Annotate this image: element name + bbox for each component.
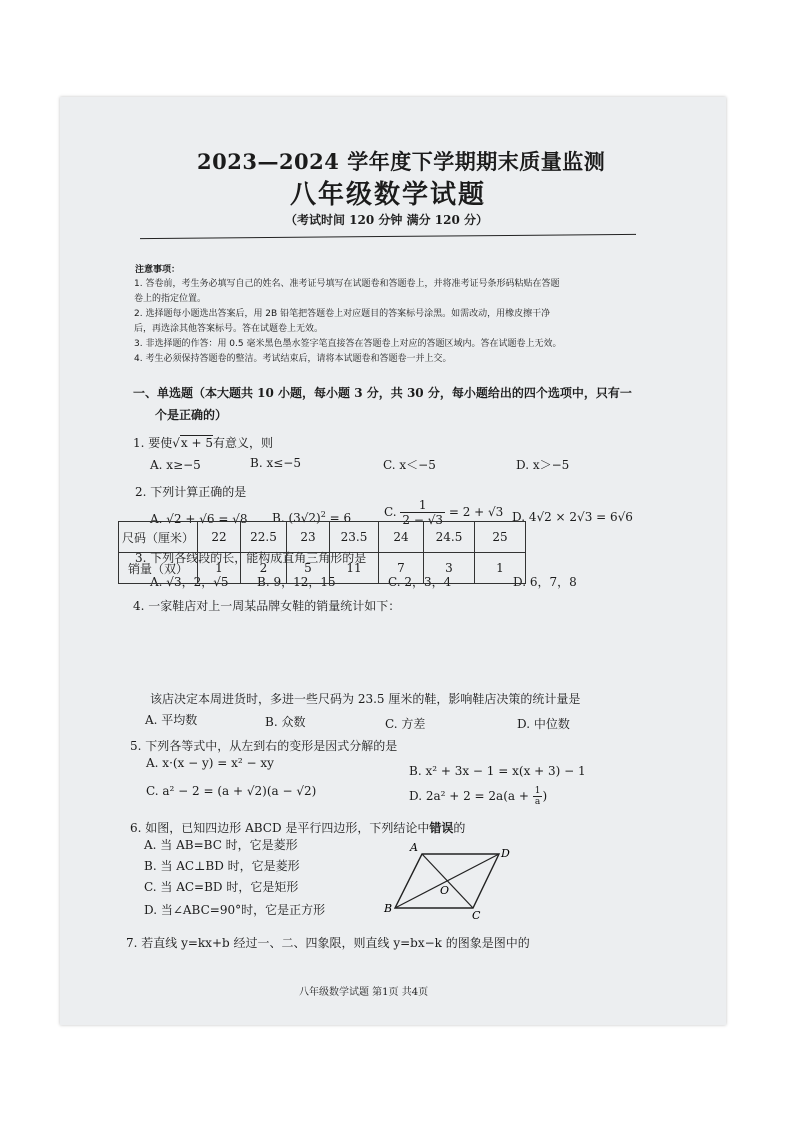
table-cell: 24 (379, 522, 424, 553)
q5-option-c: C. a² − 2 = (a + √2)(a − √2) (146, 784, 317, 798)
vertex-label-c: C (472, 909, 481, 922)
notice-heading: 注意事项： (135, 265, 181, 275)
q5-option-a: A. x·(x − y) = x² − xy (146, 756, 274, 770)
section1-heading: 一、单选题（本大题共 10 小题，每小题 3 分，共 30 分，每小题给出的四个选项中，只有一 (133, 386, 632, 400)
q6-stem: 6. 如图，已知四边形 ABCD 是平行四边形，下列结论中错误的 (130, 821, 466, 835)
q4-option-a: A. 平均数 (145, 713, 198, 727)
table-cell: 22.5 (241, 522, 287, 553)
q3-option-c: C. 2，3，4 (388, 575, 452, 589)
section1-heading-cont: 个是正确的） (155, 408, 228, 422)
table-row (119, 522, 526, 553)
q3-option-d: D. 6，7，8 (513, 575, 577, 589)
table-row (119, 553, 526, 584)
q4-follow: 该店决定本周进货时，多进一些尺码为 23.5 厘米的鞋，影响鞋店决策的统计量是 (150, 692, 581, 706)
exam-title-line1: 2023—2024 学年度下学期期末质量监测 (197, 149, 606, 174)
notice-line-2: 2. 选择题每小题选出答案后，用 2B 铅笔把答题卷上对应题目的答案标号涂黑。如需改动，用橡皮擦干净 (134, 309, 551, 319)
table-cell: 11 (330, 553, 379, 584)
table-cell: 1 (475, 553, 526, 584)
vertex-label-a: A (410, 841, 418, 854)
table-cell: 23 (287, 522, 330, 553)
q1-option-b: B. x≤−5 (250, 456, 301, 470)
center-label-o: O (440, 884, 450, 897)
table-cell: 尺码（厘米） (119, 522, 198, 553)
parallelogram-figure (380, 840, 520, 922)
q3-stem: 3. 下列各线段的长，能构成直角三角形的是 (135, 551, 367, 565)
notice-line-2b: 后，再选涂其他答案标号。答在试题卷上无效。 (134, 324, 324, 334)
q4-sales-table (118, 521, 526, 584)
table-cell: 23.5 (330, 522, 379, 553)
notice-line-4: 4. 考生必须保持答题卷的整洁。考试结束后，请将本试题卷和答题卷一并上交。 (134, 354, 452, 364)
q6-option-c: C. 当 AC=BD 时，它是矩形 (144, 880, 299, 894)
table-cell: 25 (475, 522, 526, 553)
q2-option-a: A. √2 + √6 = √8 (150, 512, 248, 526)
q1-option-a: A. x≥−5 (150, 458, 201, 472)
table-cell: 5 (287, 553, 330, 584)
page-footer: 八年级数学试题 第1页 共4页 (299, 987, 429, 998)
q6-option-d: D. 当∠ABC=90°时，它是正方形 (144, 903, 326, 917)
q3-option-a: A. √3，2，√5 (150, 575, 229, 589)
vertex-label-d: D (501, 847, 510, 860)
q2-stem: 2. 下列计算正确的是 (135, 485, 247, 499)
q6-option-a: A. 当 AB=BC 时，它是菱形 (144, 838, 298, 852)
q6-option-b: B. 当 AC⊥BD 时，它是菱形 (144, 859, 300, 873)
notice-line-1: 1. 答卷前，考生务必填写自己的姓名、准考证号填写在试题卷和答题卷上，并将准考证号条形码粘贴在答题 (134, 279, 560, 289)
vertex-label-b: B (384, 902, 393, 915)
q1-option-d: D. x＞−5 (516, 458, 570, 472)
q1-option-c: C. x＜−5 (383, 458, 436, 472)
notice-line-3: 3. 非选择题的作答：用 0.5 毫米黑色墨水签字笔直接答在答题卷上对应的答题区域内。答在试题卷上无效。 (134, 339, 562, 349)
q3-option-b: B. 9，12，15 (257, 575, 336, 589)
table-cell: 1 (198, 553, 241, 584)
q2-option-d: D. 4√2 × 2√3 = 6√6 (512, 510, 633, 524)
table-cell: 3 (424, 553, 475, 584)
table-cell: 销量（双） (119, 553, 198, 584)
q5-option-b: B. x² + 3x − 1 = x(x + 3) − 1 (409, 764, 586, 778)
table-cell: 7 (379, 553, 424, 584)
q2-option-c: C. $\frac{1}{2 - √3}$ = 2 + √3 (384, 498, 504, 527)
table-cell: 2 (241, 553, 287, 584)
q4-option-c: C. 方差 (385, 717, 426, 731)
notice-line-1b: 卷上的指定位置。 (134, 294, 207, 304)
exam-title-line2: 八年级数学试题 (290, 180, 487, 210)
q4-option-d: D. 中位数 (517, 717, 570, 731)
q1-stem: 1. 要使√x + 5有意义，则 (133, 436, 274, 450)
q7-stem: 7. 若直线 y=kx+b 经过一、二、四象限，则直线 y=bx−k 的图象是图中的 (126, 936, 530, 950)
q4-option-b: B. 众数 (265, 715, 306, 729)
q5-stem: 5. 下列各等式中，从左到右的变形是因式分解的是 (130, 739, 398, 753)
exam-info: （考试时间 120 分钟 满分 120 分） (285, 213, 488, 227)
table-cell: 24.5 (424, 522, 475, 553)
q4-stem: 4. 一家鞋店对上一周某品牌女鞋的销量统计如下： (133, 599, 401, 613)
table-cell: 22 (198, 522, 241, 553)
q5-option-d: D. 2a² + 2 = 2a(a + $\frac{1}{a}$ ) (409, 786, 548, 807)
diagonal-bd (395, 854, 499, 908)
q2-option-b: B. $(3√2)^2 = 6$ (272, 510, 352, 525)
